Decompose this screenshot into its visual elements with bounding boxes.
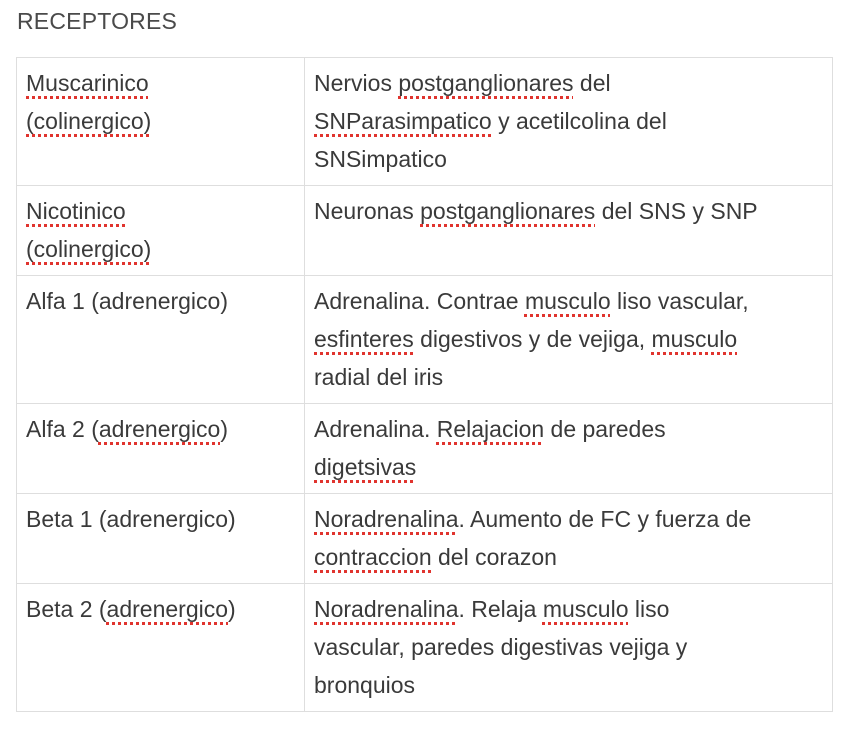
misspelled-word: postganglionares: [398, 70, 574, 96]
cell-text: Beta 1 (adrenergico): [26, 506, 236, 532]
cell-text: Neuronas: [314, 198, 421, 224]
misspelled-word: musculo: [542, 596, 629, 622]
misspelled-word: musculo: [524, 288, 611, 314]
cell-text: Alfa 2 (: [26, 416, 99, 442]
page-title: RECEPTORES: [17, 8, 178, 34]
misspelled-word: Nicotinico: [26, 198, 126, 224]
cell-text: ): [220, 416, 229, 442]
description-cell[interactable]: [305, 276, 833, 404]
receptor-cell[interactable]: [17, 584, 305, 712]
cell-text: y acetilcolina del: [491, 108, 667, 134]
description-cell[interactable]: [305, 404, 833, 494]
misspelled-word: postganglionares: [420, 198, 596, 224]
misspelled-word: adrenergico: [106, 596, 229, 622]
receptor-cell[interactable]: [17, 276, 305, 404]
misspelled-word: Noradrenalina: [314, 506, 459, 532]
table-row: [17, 58, 833, 186]
receptor-cell[interactable]: [17, 494, 305, 584]
cell-text: ): [228, 596, 236, 622]
description-cell[interactable]: [305, 494, 833, 584]
misspelled-word: musculo: [651, 326, 738, 352]
cell-text: vascular, paredes digestivas vejiga y: [314, 634, 688, 660]
cell-text: del corazon: [431, 544, 557, 570]
description-cell[interactable]: [305, 58, 833, 186]
receptors-table: [16, 57, 833, 712]
description-cell[interactable]: [305, 584, 833, 712]
cell-text: Adrenalina.: [314, 416, 437, 442]
table-row: [17, 276, 833, 404]
table-row: [17, 404, 833, 494]
cell-text: liso: [628, 596, 670, 622]
receptor-cell[interactable]: [17, 58, 305, 186]
misspelled-word: esfinteres: [314, 326, 414, 352]
cell-text: SNSimpatico: [314, 146, 447, 172]
cell-text: Beta 2 (: [26, 596, 107, 622]
cell-text: digestivos y de vejiga,: [413, 326, 652, 352]
misspelled-word: Relajacion: [436, 416, 545, 442]
receptor-cell[interactable]: [17, 186, 305, 276]
cell-text: liso vascular,: [610, 288, 749, 314]
cell-text: . Aumento de FC y fuerza de: [458, 506, 752, 532]
receptor-cell[interactable]: [17, 404, 305, 494]
misspelled-word: (colinergico): [26, 236, 152, 262]
cell-text: Adrenalina. Contrae: [314, 288, 525, 314]
cell-text: de paredes: [544, 416, 666, 442]
misspelled-word: Muscarinico: [26, 70, 149, 96]
misspelled-word: contraccion: [314, 544, 432, 570]
description-cell[interactable]: [305, 186, 833, 276]
table-row: [17, 494, 833, 584]
table-row: [17, 186, 833, 276]
cell-text: del: [573, 70, 611, 96]
table-body: [17, 58, 833, 712]
cell-text: radial del iris: [314, 364, 444, 390]
cell-text: del SNS y SNP: [595, 198, 758, 224]
misspelled-word: Noradrenalina: [314, 596, 459, 622]
misspelled-word: (colinergico): [26, 108, 152, 134]
cell-text: . Relaja: [458, 596, 543, 622]
cell-text: Alfa 1 (adrenergico): [26, 288, 228, 314]
misspelled-word: adrenergico: [98, 416, 221, 442]
table-row: [17, 584, 833, 712]
cell-text: Nervios: [314, 70, 399, 96]
misspelled-word: SNParasimpatico: [314, 108, 492, 134]
cell-text: bronquios: [314, 672, 416, 698]
misspelled-word: digetsivas: [314, 454, 417, 480]
